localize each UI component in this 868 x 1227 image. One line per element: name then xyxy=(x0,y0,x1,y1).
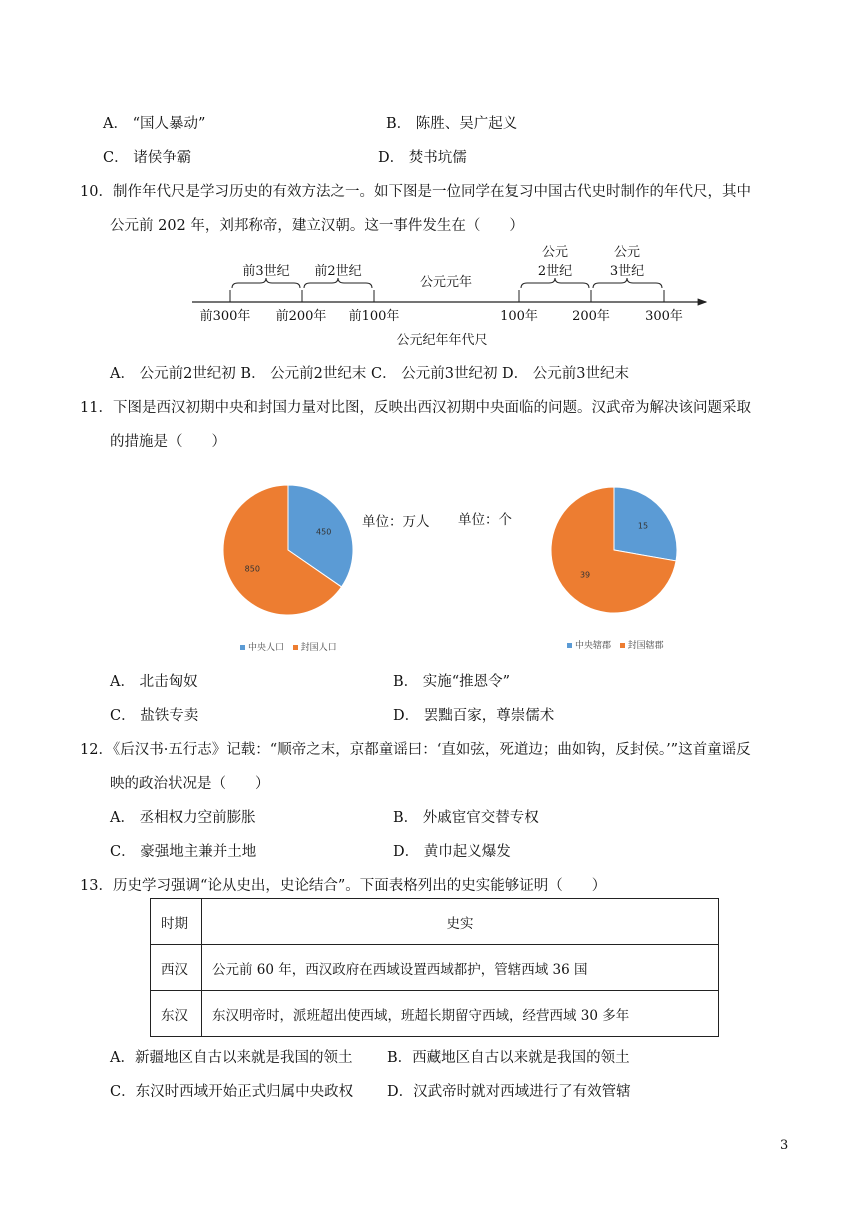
legend-swatch-orange xyxy=(293,645,298,650)
legend-swatch-orange xyxy=(620,643,625,648)
brace-3c-ce xyxy=(593,278,662,288)
tick-label-100: 100年 xyxy=(500,309,538,324)
label-2c-bce: 前2世纪 xyxy=(314,264,362,279)
table-row xyxy=(151,945,719,991)
q12-option-d: D． 黄巾起义爆发 xyxy=(393,844,511,860)
timeline-ruler xyxy=(180,238,720,350)
table-header-period: 时期 xyxy=(151,899,202,945)
brace-2c-bce xyxy=(304,278,372,288)
table-row xyxy=(151,991,719,1037)
q11-stem-line1: 11．下图是西汉初期中央和封国力量对比图，反映出西汉初期中央面临的问题。汉武帝为解决该问题采取 xyxy=(80,400,751,416)
q9-option-a: A． “国人暴动” xyxy=(103,116,206,132)
table-header-facts: 史实 xyxy=(202,899,719,945)
q9-option-c: C． 诸侯争霸 xyxy=(103,150,192,166)
label-3c-ce-bottom: 3世纪 xyxy=(609,264,645,279)
legend-central-com: 中央辖郡 xyxy=(575,641,612,651)
q11-option-b: B． 实施“推恩令” xyxy=(393,674,511,690)
history-facts-table xyxy=(150,898,719,1037)
tick-label-m200: 前200年 xyxy=(275,309,327,324)
q12-option-a: A． 丞相权力空前膨胀 xyxy=(110,810,256,826)
q11-option-a: A． 北击匈奴 xyxy=(110,674,198,690)
q12-stem-line1: 12．《后汉书·五行志》记载：“顺帝之末，京都童谣曰：‘直如弦，死道边；曲如钩，反封侯。’”这首童谣反 xyxy=(80,742,751,758)
label-year-one: 公元元年 xyxy=(419,275,473,290)
pie1-unit: 单位：万人 xyxy=(362,514,430,530)
table-cell-period: 西汉 xyxy=(151,945,202,991)
tick-label-m300: 前300年 xyxy=(199,309,251,324)
q12-option-c: C． 豪强地主兼并土地 xyxy=(110,844,257,860)
table-cell-fact: 东汉明帝时，派班超出使西域，班超长期留守西域，经营西域 30 多年 xyxy=(202,991,719,1037)
table-cell-period: 东汉 xyxy=(151,991,202,1037)
label-2c-ce-bottom: 2世纪 xyxy=(537,264,573,279)
q13-option-a: A．新疆地区自古以来就是我国的领土 xyxy=(110,1050,353,1066)
pie-chart-commanderies xyxy=(550,486,678,614)
legend-central-pop: 中央人口 xyxy=(248,643,285,653)
tick-label-300: 300年 xyxy=(645,309,683,324)
pie-data-label: 850 xyxy=(244,564,260,574)
q11-stem-line2: 的措施是（ ） xyxy=(110,434,226,450)
q13-option-b: B．西藏地区自古以来就是我国的领土 xyxy=(387,1050,630,1066)
q12-stem-line2: 映的政治状况是（ ） xyxy=(110,776,270,792)
q11-option-d: D． 罢黜百家，尊崇儒术 xyxy=(393,708,555,724)
pie-data-label: 15 xyxy=(637,521,649,531)
q9-option-b: B． 陈胜、吴广起义 xyxy=(386,116,518,132)
q12-option-b: B． 外戚宦官交替专权 xyxy=(393,810,539,826)
pie2-legend xyxy=(567,638,664,651)
q13-option-c: C．东汉时西域开始正式归属中央政权 xyxy=(110,1084,354,1100)
pie-data-label: 450 xyxy=(316,527,332,537)
q13-stem: 13．历史学习强调“论从史出，史论结合”。下面表格列出的史实能够证明（ ） xyxy=(80,878,607,894)
label-3c-bce: 前3世纪 xyxy=(242,264,290,279)
pie-chart-population xyxy=(222,484,354,616)
page-number: 3 xyxy=(780,1138,789,1153)
q10-stem-line2: 公元前 202 年，刘邦称帝，建立汉朝。这一事件发生在（ ） xyxy=(110,218,524,234)
brace-3c-bce xyxy=(232,278,300,288)
pie-data-label: 39 xyxy=(579,570,591,580)
legend-fief-pop: 封国人口 xyxy=(300,643,337,653)
table-cell-fact: 公元前 60 年，西汉政府在西域设置西域都护，管辖西域 36 国 xyxy=(202,945,719,991)
timeline-caption: 公元纪年年代尺 xyxy=(396,333,488,348)
legend-swatch-blue xyxy=(240,645,245,650)
tick-label-m100: 前100年 xyxy=(348,309,400,324)
q9-option-d: D． 焚书坑儒 xyxy=(378,150,467,166)
brace-2c-ce xyxy=(521,278,589,288)
legend-fief-com: 封国辖郡 xyxy=(627,641,664,651)
label-3c-ce-top: 公元 xyxy=(613,245,641,260)
pie1-legend xyxy=(240,640,337,653)
tick-label-200: 200年 xyxy=(572,309,610,324)
q10-stem-line1: 10．制作年代尺是学习历史的有效方法之一。如下图是一位同学在复习中国古代史时制作的年代尺，其中 xyxy=(80,184,751,200)
q11-option-c: C． 盐铁专卖 xyxy=(110,708,199,724)
legend-swatch-blue xyxy=(567,643,572,648)
table-header-row xyxy=(151,899,719,945)
label-2c-ce-top: 公元 xyxy=(541,245,569,260)
pie2-unit: 单位：个 xyxy=(458,512,512,528)
q13-option-d: D．汉武帝时就对西域进行了有效管辖 xyxy=(387,1084,631,1100)
q10-options: A． 公元前2世纪初 B． 公元前2世纪末 C． 公元前3世纪初 D． 公元前3世纪末 xyxy=(110,366,630,382)
